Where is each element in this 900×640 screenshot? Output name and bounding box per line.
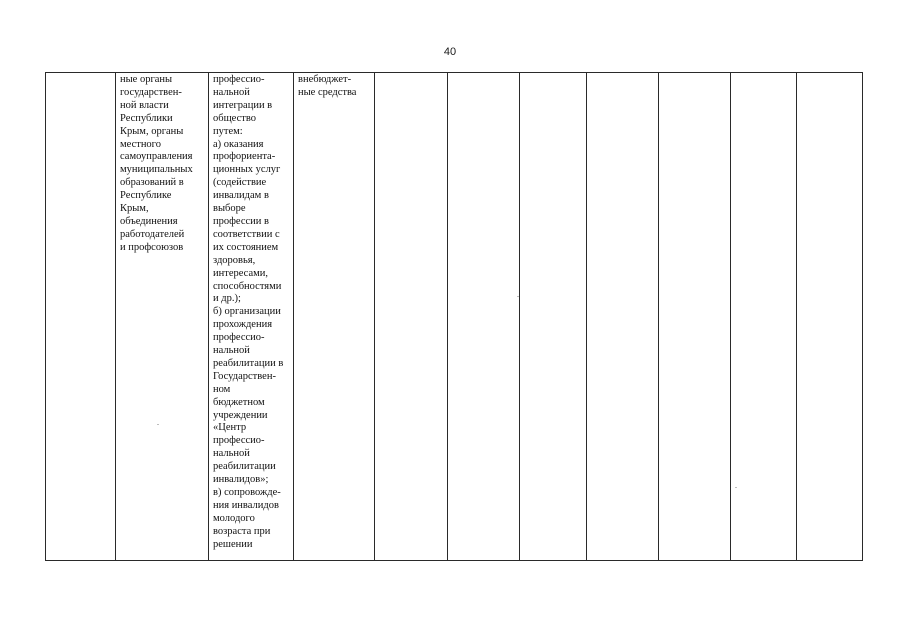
cell-col10	[731, 73, 797, 561]
cell-col1	[46, 73, 116, 561]
cell-col8	[587, 73, 659, 561]
cell-col11	[797, 73, 863, 561]
page-number: 40	[443, 46, 457, 58]
cell-col6	[448, 73, 520, 561]
scan-speck	[517, 296, 519, 297]
document-table	[45, 72, 863, 561]
cell-col7	[520, 73, 587, 561]
cell-funding-source: внебюджет- ные средства	[294, 73, 375, 561]
scan-speck	[735, 487, 737, 488]
cell-responsible-executors: ные органы государствен- ной власти Республики Крым, органы местного самоуправления муниципальных образований в Республике Крым, объединения работодателей и профсоюзов	[116, 73, 209, 561]
cell-col9	[659, 73, 731, 561]
table-row	[46, 73, 863, 561]
cell-col5	[375, 73, 448, 561]
scan-speck	[157, 424, 159, 425]
cell-measure-description: профессио- нальной интеграции в общество путем: а) оказания профориента- ционных услуг (содействие инвалидам в выборе профессии в соответствии с их состоянием здоровья, интересами, способностями и др.); б) организации прохождения профессио- нальной реабилитации в Государствен- ном бюджетном учреждении «Центр профессио- нальной реабилитации инвалидов»; в) сопровожде- ния инвалидов молодого возраста при решении	[209, 73, 294, 561]
